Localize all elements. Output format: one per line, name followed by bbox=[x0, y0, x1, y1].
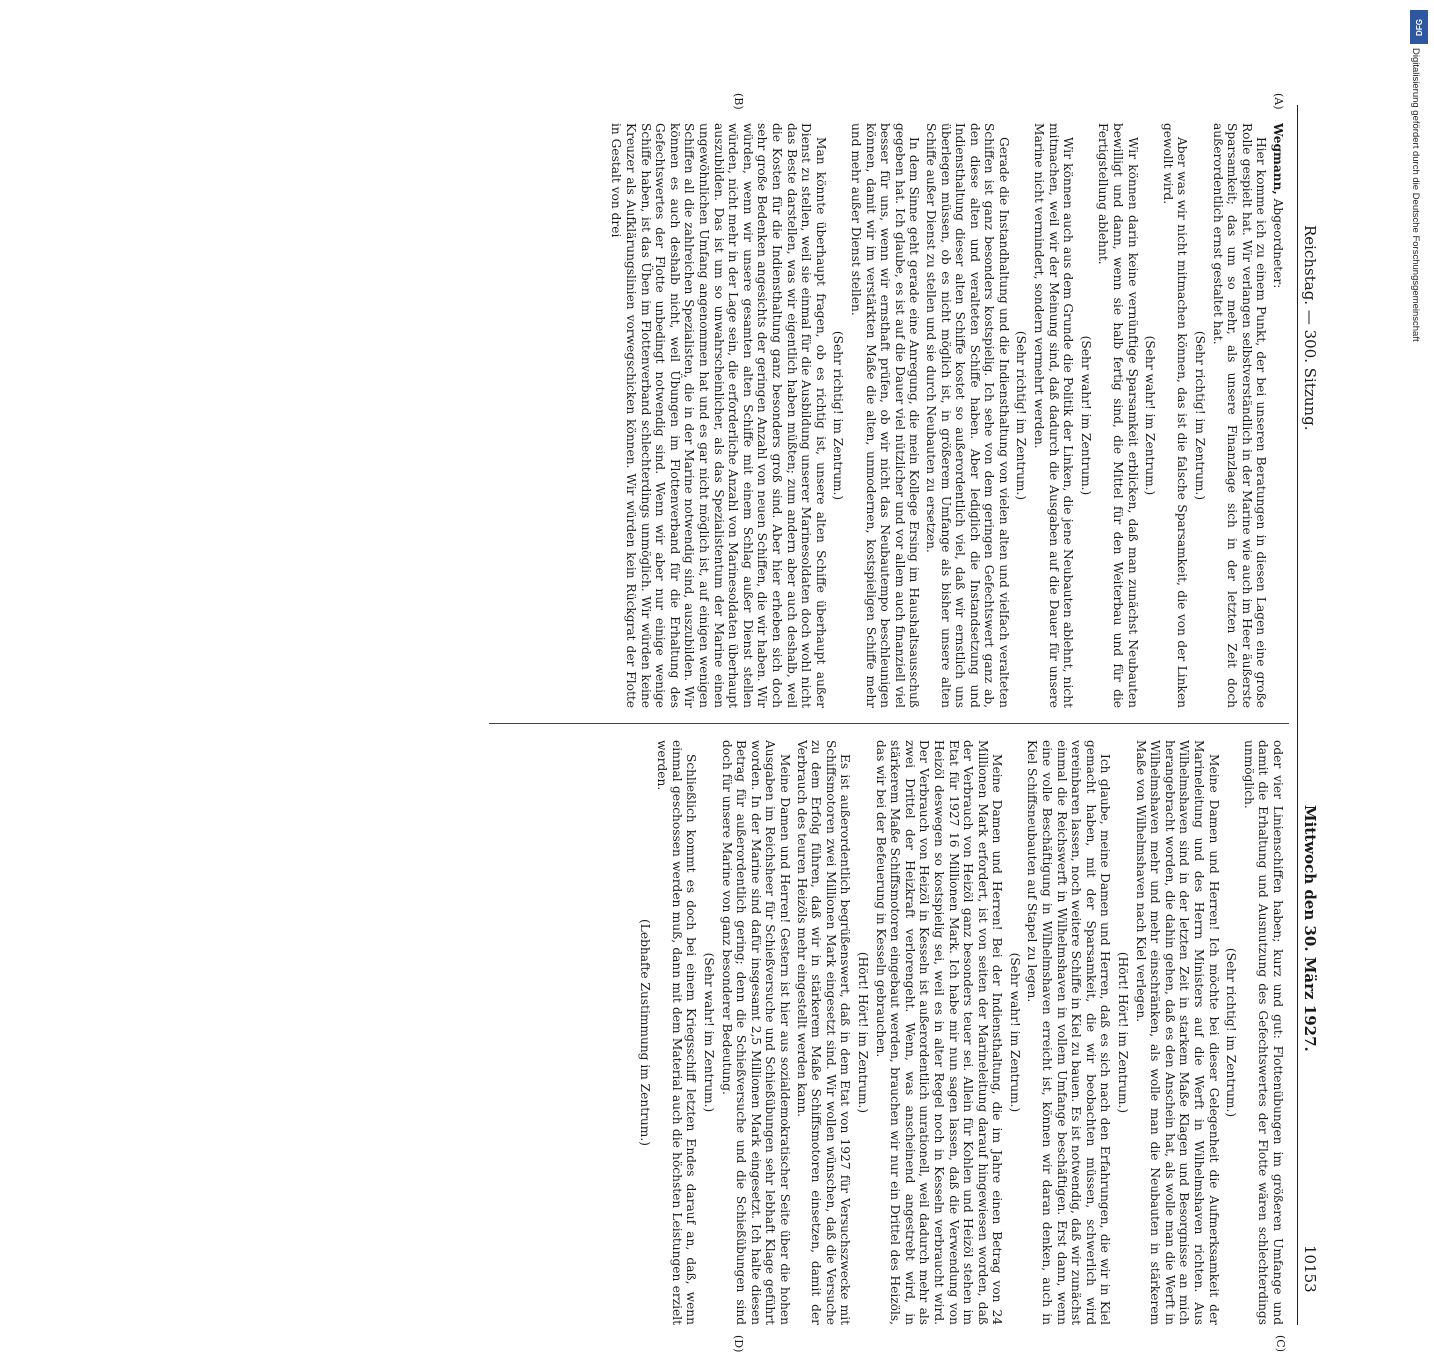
paragraph: Wir können darin keine vernünftige Sparsamkeit erblicken, daß man zunächst Neubauten bewilligt und dann, wenn sie halb fertig sind, die Mittel für den Weiterbau und für die Fertigstellung ablehnt. bbox=[1096, 123, 1140, 708]
interjection: (Sehr wahr! im Zentrum.) bbox=[1078, 335, 1093, 496]
interjection: (Sehr wahr! im Zentrum.) bbox=[1143, 335, 1158, 496]
paragraph: Aber was wir nicht mitmachen können, das ist die falsche Sparsamkeit, die von der Linken gewollt wird. bbox=[1160, 123, 1190, 708]
margin-mark-a: (A) bbox=[1272, 93, 1285, 110]
interjection: (Hört! Hört! im Zentrum.) bbox=[1116, 951, 1131, 1114]
interjection: (Hört! Hört! im Zentrum.) bbox=[855, 951, 870, 1114]
paragraph: Meine Damen und Herren! Bei der Indiensthaltung, die im Jahre einen Betrag von 24 Millionen Mark erfordert, ist von seiten der Marineleitung darauf hingewiesen worden, daß der Verbrauch von Heizöl ganz besonders teuer sei. Allein für Kohlen und Heizöl stehen im Etat für 1927 16 Millionen Mark. Ich habe mir nun sagen lassen, daß die Verwendung von Heizöl deswegen so kostspielig sei, weil es in alter Regel noch in Kesseln verbraucht wird. Der Verbrauch von Heizöl in Kesseln ist außerordentlich unrationell, weil dadurch mehr als zwei Drittel der Heizkraft verlorengeht. Wenn, was anscheinend angestrebt wird, in stärkerem Maße Schiffsmotoren eingebaut werden, brauchen wir nur ein Drittel des Heizöls, das wir bei der Befeuerung in Kesseln gebrauchen. bbox=[873, 740, 1005, 1325]
paragraph: Meine Damen und Herren! Gestern ist hier aus sozialdemokratischer Seite über die hohen Ausgaben im Reichsheer für Schießversuche und Schießübungen sehr lebhaft Klage geführt worden. In der Marine sind dafür insgesamt 2,5 Millionen Mark eingesetzt. Ich halte diesen Betrag für außerordentlich gering; denn die Schießversuche und die Schießübungen sind doch für unsere Marine von ganz besonderer Bedeutung. bbox=[719, 740, 792, 1325]
header-rule bbox=[1297, 105, 1298, 1325]
paragraph: Man könnte überhaupt fragen, ob es richtig ist, unsere alten Schiffe überhaupt außer Dienst zu stellen, weil sie einmal für die Ausbildung unserer Marinesoldaten doch wohl nicht das Beste darstellen, was wir eigentlich haben müßten; zum andern aber auch deshalb, weil die Kosten für die Indiensthaltung ganz besonders groß sind. Aber hier erheben sich doch sehr große Bedenken angesichts der geringen Anzahl von neuen Schiffen, die wir haben. Wir würden, wenn wir unsere gesamten alten Schiffe mit einem Schlag außer Dienst stellen würden, nicht mehr in der Lage sein, die erforderliche Anzahl von Marinesoldaten überhaupt auszubilden. Das ist um so unwahrscheinlicher, als das Spezialistentum der Marine einen ungewöhnlichen Umfang angenommen hat und es gar nicht möglich ist, auf einigen wenigen Schiffen all die zahlreichen Spezialisten, die in der Marine notwendig sind, auszubilden. Wir können es auch deshalb nicht, weil Übungen im Flottenverband für die Erhaltung des Gefechtswertes der Flotte unbedingt notwendig sind. Wenn wir aber nur einige wenige Schiffe haben, ist das Üben im Flottenverband schlechterdings unmöglich. Wir würden keine Kreuzer als Aufklärungslinien vorwegschicken können. Wir würden kein Rückgrat der Flotte in Gestalt von drei bbox=[609, 123, 828, 708]
speaker-line bbox=[1270, 123, 1285, 708]
digitization-note: Digitalisierung gefördert durch die Deutsche Forschungsgemeinschaft bbox=[1410, 48, 1421, 342]
margin-mark-b: (B) bbox=[732, 93, 745, 110]
paragraph: Gerade die Instandhaltung und die Indiensthaltung von vielen alten und vielfach veralteten Schiffen ist ganz besonders kostspielig. Ich sehe von dem geringen Gefechtswert ganz ab, den diese alten und veralteten Schiffe haben. Aber lediglich die Instandsetzung und Indiensthaltung dieser alten Schiffe kostet so außerordentlich viel, daß wir ernstlich uns überlegen müssen, ob es nicht möglich ist, in größerem Umfange als bisher unsere alten Schiffe außer Dienst zu stellen und sie durch Neubauten zu ersetzen. bbox=[923, 123, 1011, 708]
paragraph: Es ist außerordentlich begrüßenswert, daß in dem Etat von 1927 für Versuchszwecke mit Schiffsmotoren zwei Millionen Mark eingesetzt sind. Wir wollen wünschen, daß die Versuche zu dem Erfolg führen, daß wir in stärkerem Maße Schiffsmotoren einsetzen, damit der Verbrauch des teuren Heizöls mehr eingestellt werden kann. bbox=[794, 740, 853, 1325]
interjection: (Sehr richtig! im Zentrum.) bbox=[1193, 330, 1208, 501]
paragraph: Schließlich kommt es doch bei einem Kriegsschiff letzten Endes darauf an, daß, wenn einmal geschossen werden muß, dann mit dem Material auch die höchsten Leistungen erzielt werden. bbox=[655, 740, 699, 1325]
speaker-name: Wegmann, bbox=[1271, 123, 1285, 195]
paragraph: Hier komme ich zu einem Punkt, der bei unseren Beratungen in diesen Lagen eine große Rolle gespielt hat. Wir verlangen selbstverständlich in der Marine wie auch im Heer äußerste Sparsamkeit; das um so mehr, als unsere Finanzlage sich in der letzten Zeit doch außerordentlich ernst gestaltet hat. bbox=[1210, 123, 1269, 708]
interjection: (Sehr richtig! im Zentrum.) bbox=[1014, 330, 1029, 501]
digitization-strip bbox=[1408, 8, 1432, 988]
paragraph: Ich glaube, meine Damen und Herren, daß es sich nach den Erfahrungen, die wir in Kiel gemacht haben, mit der Sparsamkeit, die wir beobachten müssen, schwerlich wird vereinbaren lassen, noch weitere Schiffe in Kiel zu bauen. Es ist notwendig, daß wir zunächst einmal die Reichswerft in Wilhelmshaven in vollem Umfange beschäftigen. Erst dann, wenn eine volle Beschäftigung in Wilhelmshaven erreicht ist, können wir daran denken, auch in Kiel Schiffsneubauten auf Stapel zu legen. bbox=[1025, 740, 1113, 1325]
paragraph: In dem Sinne geht gerade eine Anregung, die mein Kollege Ersing im Haushaltsausschuß gegeben hat. Ich glaube, es ist auf die Dauer viel nützlicher und vor allem auch finanziell viel besser für uns, wenn wir ernsthaft prüfen, ob wir nicht das Neubautempo beschleunigen können, damit wir im verstärkten Maße die alten, unmodernen, kostspieligen Schiffe mehr und mehr außer Dienst stellen. bbox=[848, 123, 922, 708]
interjection: (Sehr richtig! im Zentrum.) bbox=[831, 330, 846, 501]
paragraph: Meine Damen und Herren! Ich möchte bei dieser Gelegenheit die Aufmerksamkeit der Marineleitung und des Herrn Ministers auf die Werft in Wilhelmshaven richten. Aus Wilhelmshaven sind in der letzten Zeit in starkem Maße Klagen und Besorgnisse an mich herangebracht worden, die dahin gehen, daß es den Anschein hat, als wolle man die Werft in Wilhelmshaven mehr und mehr einschränken, als wolle man die Neubauten in stärkerem Maße von Wilhelmshaven nach Kiel verlegen. bbox=[1133, 740, 1221, 1325]
page-header-date: Mittwoch den 30. März 1927. bbox=[1301, 805, 1319, 1052]
paragraph: oder vier Linienschiffen haben; kurz und gut: Flottenübungen im größeren Umfange und damit die Erhaltung und Ausnutzung des Gefechtswertes der Flotte wären schlechterdings unmöglich. bbox=[1241, 740, 1285, 1325]
right-text-column bbox=[495, 740, 1285, 1325]
interjection: (Lebhafte Zustimmung im Zentrum.) bbox=[637, 919, 652, 1146]
page-header-left: Reichstag. — 300. Sitzung. bbox=[1301, 225, 1319, 431]
margin-mark-d: (D) bbox=[732, 1335, 745, 1352]
dfg-logo: DFG bbox=[1410, 10, 1428, 44]
interjection: (Sehr richtig! im Zentrum.) bbox=[1224, 947, 1239, 1118]
speaker-role: Abgeordneter: bbox=[1271, 198, 1285, 289]
column-divider bbox=[489, 723, 1289, 724]
interjection: (Sehr wahr! im Zentrum.) bbox=[1007, 952, 1022, 1113]
interjection: (Sehr wahr! im Zentrum.) bbox=[702, 952, 717, 1113]
left-text-column bbox=[495, 123, 1285, 708]
document-page bbox=[85, 85, 1325, 1352]
page-number: 10153 bbox=[1301, 1245, 1319, 1293]
paragraph: Wir können auch aus dem Grunde die Politik der Linken, die jene Neubauten ablehnt, nicht mitmachen, weil wir der Meinung sind, daß dadurch die Ausgaben auf die Dauer für unsere Marine nicht vermindert, sondern vermehrt werden. bbox=[1032, 123, 1076, 708]
margin-mark-c: (C) bbox=[1274, 1335, 1287, 1352]
